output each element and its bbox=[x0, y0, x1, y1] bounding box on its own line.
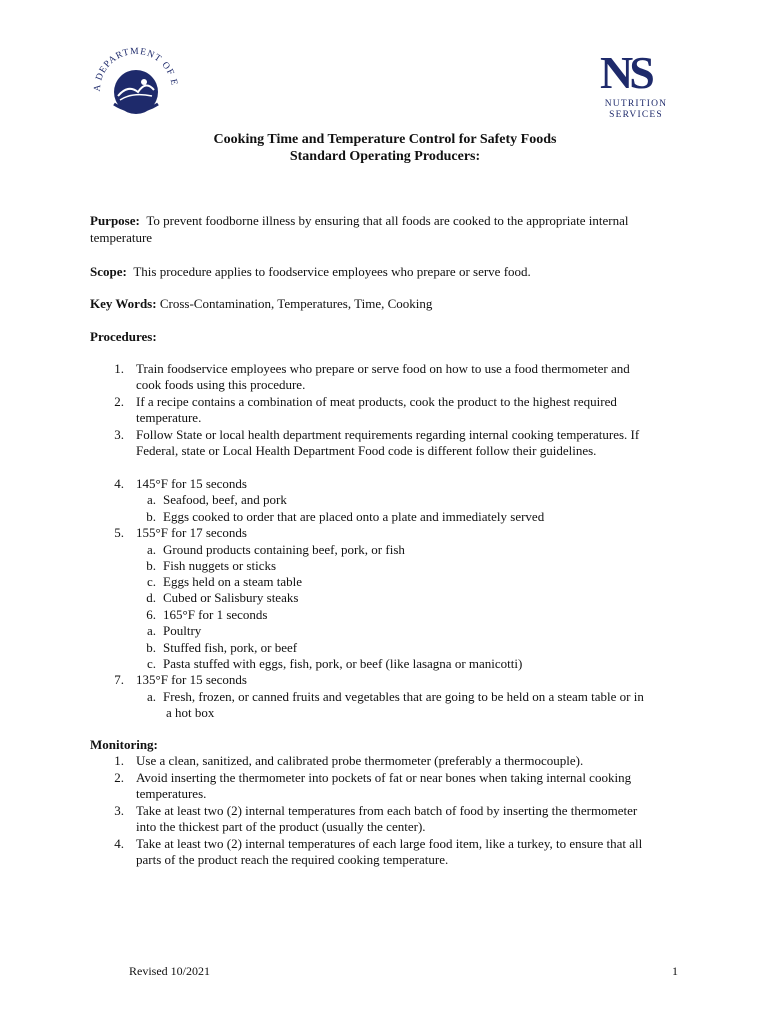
temp-num: 4. bbox=[114, 476, 124, 491]
temp-num: 5. bbox=[114, 525, 124, 540]
purpose-line2: temperature bbox=[90, 230, 153, 245]
nde-seal-icon bbox=[88, 40, 184, 130]
monitoring-num: 3. bbox=[114, 803, 124, 818]
monitoring-num: 2. bbox=[114, 770, 124, 785]
temp-num: 6. bbox=[146, 607, 156, 622]
temp-text: 135°F for 15 seconds bbox=[136, 672, 247, 687]
temp-num: d. bbox=[146, 590, 156, 605]
temp-text: Poultry bbox=[163, 623, 202, 638]
monitoring-text: temperatures. bbox=[136, 786, 207, 801]
key-words-text: Cross-Contamination, Temperatures, Time, Cooking bbox=[159, 296, 433, 311]
ns-logo bbox=[600, 47, 672, 120]
temp-text: Fresh, frozen, or canned fruits and vegetables that are going to be held on a steam table or in bbox=[163, 689, 644, 704]
temp-text: Ground products containing beef, pork, or fish bbox=[163, 542, 405, 557]
temp-num: a. bbox=[146, 623, 156, 638]
temp-num: c. bbox=[146, 574, 156, 589]
doc-title-line1: Cooking Time and Temperature Control for Safety Foods bbox=[213, 132, 557, 147]
temp-text: Pasta stuffed with eggs, fish, pork, or beef (like lasagna or manicotti) bbox=[163, 656, 523, 671]
purpose-label: Purpose: bbox=[90, 213, 140, 228]
procedure-num: 2. bbox=[114, 394, 124, 409]
procedure-num: 3. bbox=[114, 427, 124, 442]
footer-revised: Revised 10/2021 bbox=[129, 964, 210, 978]
procedures-heading: Procedures: bbox=[90, 329, 157, 344]
temp-text: Fish nuggets or sticks bbox=[163, 558, 277, 573]
procedure-text: temperature. bbox=[136, 410, 202, 425]
footer-page-number: 1 bbox=[672, 964, 678, 978]
temp-text: 165°F for 1 seconds bbox=[163, 607, 268, 622]
temp-num: b. bbox=[146, 640, 156, 655]
temp-text: Stuffed fish, pork, or beef bbox=[163, 640, 298, 655]
temp-text: Eggs held on a steam table bbox=[163, 574, 302, 589]
monitoring-label bbox=[90, 737, 690, 754]
temp-num: c. bbox=[146, 656, 156, 671]
temp-num: b. bbox=[146, 509, 156, 524]
nde-logo bbox=[88, 40, 184, 130]
ns-services-text: SERVICES bbox=[609, 110, 663, 120]
temp-num: b. bbox=[146, 558, 156, 573]
temp-text: Seafood, beef, and pork bbox=[163, 492, 287, 507]
monitoring-text: Avoid inserting the thermometer into pockets of fat or near bones when taking internal cooking bbox=[136, 770, 632, 785]
monitoring-text: Use a clean, sanitized, and calibrated probe thermometer (preferably a thermocouple). bbox=[136, 753, 584, 768]
monitoring-text: Take at least two (2) internal temperatures of each large food item, like a turkey, to ensure that all bbox=[136, 836, 643, 851]
monitoring-num: 4. bbox=[114, 836, 124, 851]
temp-num: 7. bbox=[114, 672, 124, 687]
ns-mark: NS bbox=[600, 47, 651, 98]
temp-text: a hot box bbox=[166, 705, 215, 720]
monitoring-num: 1. bbox=[114, 753, 124, 768]
procedure-text: Follow State or local health department requirements regarding internal cooking temperatures. If bbox=[136, 427, 640, 442]
doc-title-line2: Standard Operating Producers: bbox=[289, 149, 481, 164]
key-words-label: Key Words: bbox=[90, 296, 157, 311]
temp-text: 145°F for 15 seconds bbox=[136, 476, 247, 491]
purpose-text: To prevent foodborne illness by ensuring that all foods are cooked to the appropriate internal bbox=[146, 213, 629, 228]
temp-text: 155°F for 17 seconds bbox=[136, 525, 247, 540]
procedures-label bbox=[90, 329, 690, 346]
monitoring-text: into the thickest part of the product (usually the center). bbox=[136, 819, 426, 834]
temp-text: Eggs cooked to order that are placed onto a plate and immediately served bbox=[163, 509, 545, 524]
key-words bbox=[90, 296, 690, 313]
purpose-line1 bbox=[90, 213, 690, 230]
procedure-text: Train foodservice employees who prepare or serve food on how to use a food thermometer and bbox=[136, 361, 630, 376]
temp-num: a. bbox=[146, 689, 156, 704]
monitoring-text: parts of the product reach the required cooking temperature. bbox=[136, 852, 449, 867]
procedure-num: 1. bbox=[114, 361, 124, 376]
scope-text: This procedure applies to foodservice employees who prepare or serve food. bbox=[133, 264, 531, 279]
procedure-text: If a recipe contains a combination of meat products, cook the product to the highest required bbox=[136, 394, 617, 409]
temp-num: a. bbox=[146, 542, 156, 557]
procedure-text: Federal, state or Local Health Department Food code is different follow their guidelines. bbox=[136, 443, 597, 458]
temp-num: a. bbox=[146, 492, 156, 507]
ns-nutrition-text: NUTRITION bbox=[604, 99, 668, 109]
scope-label: Scope: bbox=[90, 264, 127, 279]
temp-text: Cubed or Salisbury steaks bbox=[163, 590, 299, 605]
monitoring-heading: Monitoring: bbox=[90, 737, 158, 752]
seal-text-top: A DEPARTMENT OF E bbox=[92, 46, 179, 92]
scope bbox=[90, 264, 690, 281]
procedure-text: cook foods using this procedure. bbox=[136, 377, 306, 392]
monitoring-text: Take at least two (2) internal temperatures from each batch of food by inserting the thermometer bbox=[136, 803, 638, 818]
